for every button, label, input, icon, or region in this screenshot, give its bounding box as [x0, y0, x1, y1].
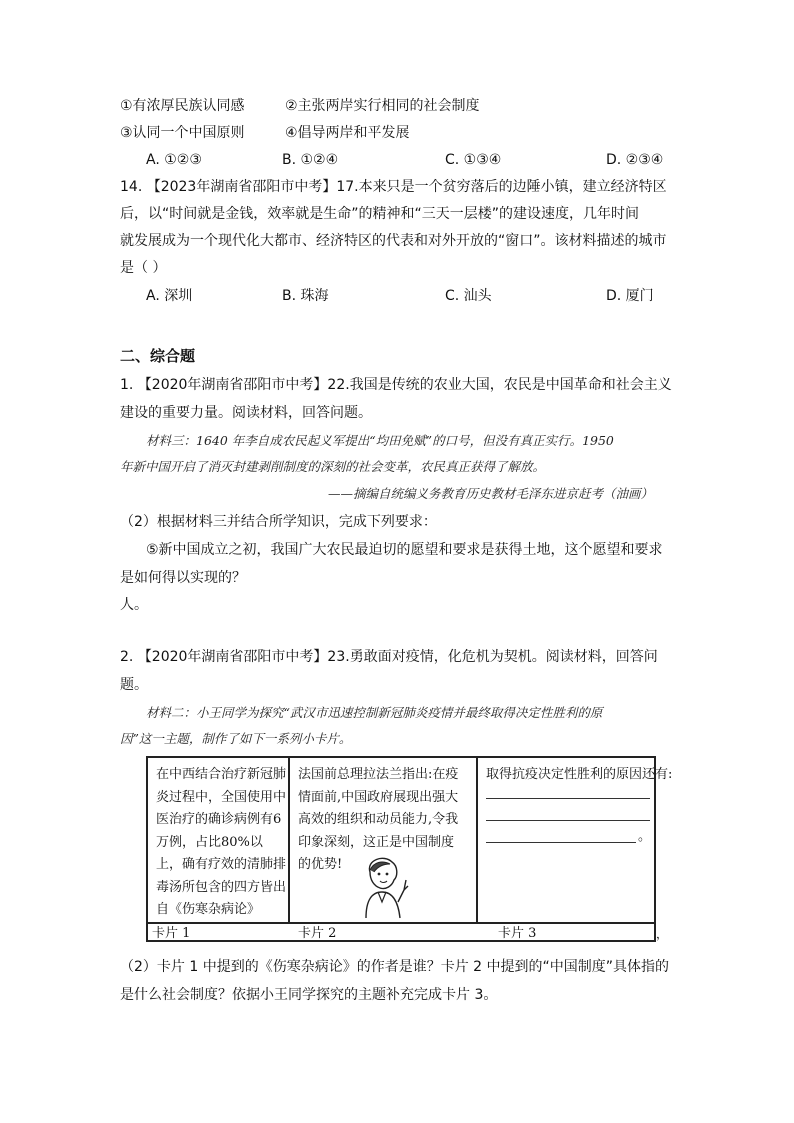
c2-question-2-line-1: （2）卡片 1 中提到的《伤寒杂病论》的作者是谁？卡片 2 中提到的“中国制度”具体指的	[120, 959, 670, 975]
card-1-label: 卡片 1	[152, 926, 191, 941]
c2-line-1: 2. 【2020年湖南省邵阳市中考】23.勇敢面对疫情，化危机为契机。阅读材料，回答问	[120, 649, 658, 665]
c1-subquestion: （2）根据材料三并结合所学知识，完成下列要求：	[120, 514, 437, 530]
c1-material-source: ——摘编自统编义务教育历史教材毛泽东进京赶考（油画）	[328, 486, 654, 501]
q13-statement-2: ②主张两岸实行相同的社会制度	[285, 98, 480, 114]
q13-option-d: D. ②③④	[606, 152, 664, 168]
card-3	[478, 758, 673, 922]
q14-line-1: 14. 【2023年湖南省邵阳市中考】17.本来只是一个贫穷落后的边陲小镇，建立经济特区	[120, 179, 667, 195]
card-2	[290, 758, 478, 922]
c1-question-5-line-1: ⑤新中国成立之初，我国广大农民最迫切的愿望和要求是获得土地，这个愿望和要求	[146, 542, 663, 558]
card-2-label: 卡片 2	[298, 926, 337, 941]
c1-material-line-2: 年新中国开启了消灭封建剥削制度的深刻的社会变革，农民真正获得了解放。	[120, 459, 546, 474]
card-trailing-comma: ，	[656, 927, 669, 941]
q14-line-3: 就发展成为一个现代化大都市、经济特区的代表和对外开放的“窗口”。该材料描述的城市	[120, 233, 667, 249]
q14-option-c: C. 汕头	[445, 288, 492, 304]
card-3-blank-2	[486, 820, 650, 821]
q14-option-d: D. 厦门	[606, 288, 654, 304]
card-3-period: 。	[638, 829, 652, 844]
c2-question-2-line-2: 是什么社会制度？依据小王同学探究的主题补充完成卡片 3。	[120, 987, 498, 1003]
c1-answer-fragment: 人。	[120, 597, 148, 613]
q13-option-c: C. ①③④	[445, 152, 502, 168]
card-1	[148, 758, 290, 922]
c1-line-1: 1. 【2020年湖南省邵阳市中考】22.我国是传统的农业大国，农民是中国革命和社会主义	[120, 377, 672, 393]
q14-line-4: 是（ ）	[120, 260, 167, 276]
c1-material-line-1: 材料三：1640 年李自成农民起义军提出“均田免赋”的口号，但没有真正实行。1950	[146, 433, 614, 448]
q13-option-b: B. ①②④	[282, 152, 339, 168]
c1-question-5-line-2: 是如何得以实现的？	[120, 570, 246, 586]
card-1-text: 在中西结合治疗新冠肺炎过程中，全国使用中医治疗的确诊病例有6万例，占比80%以上，确有疗效的清肺排毒汤所包含的四方皆出自《伤寒杂病论》	[156, 767, 287, 917]
section-title: 二、综合题	[120, 347, 196, 365]
card-3-blank-3	[486, 842, 636, 843]
card-3-blank-1	[486, 798, 650, 799]
card-3-label: 卡片 3	[498, 926, 537, 941]
cartoon-figure-icon	[348, 850, 418, 920]
q13-option-a: A. ①②③	[146, 152, 202, 168]
q14-option-b: B. 珠海	[282, 288, 329, 304]
q14-line-2: 后，以“时间就是金钱，效率就是生命”的精神和“三天一层楼”的建设速度，几年时间	[120, 206, 640, 222]
card-label-row	[148, 922, 654, 944]
card-3-text: 取得抗疫决定性胜利的原因还有:	[486, 767, 673, 782]
q13-statement-4: ④倡导两岸和平发展	[285, 125, 410, 141]
c2-material-line-2: 因”这一主题，制作了如下一系列小卡片。	[120, 731, 352, 746]
card-table	[146, 756, 673, 942]
c2-line-2: 题。	[120, 677, 148, 693]
q14-option-a: A. 深圳	[146, 288, 193, 304]
c2-material-line-1: 材料二：小王同学为探究“武汉市迅速控制新冠肺炎疫情并最终取得决定性胜利的原	[146, 705, 603, 720]
c1-line-2: 建设的重要力量。阅读材料，回答问题。	[120, 405, 372, 421]
card-2-text: 法国前总理拉法兰指出:在疫情面前,中国政府展现出强大高效的组织和动员能力,令我印象深刻，这正是中国制度的优势!	[298, 767, 459, 872]
q13-statement-1: ①有浓厚民族认同感	[120, 98, 245, 114]
q13-statement-3: ③认同一个中国原则	[120, 125, 245, 141]
